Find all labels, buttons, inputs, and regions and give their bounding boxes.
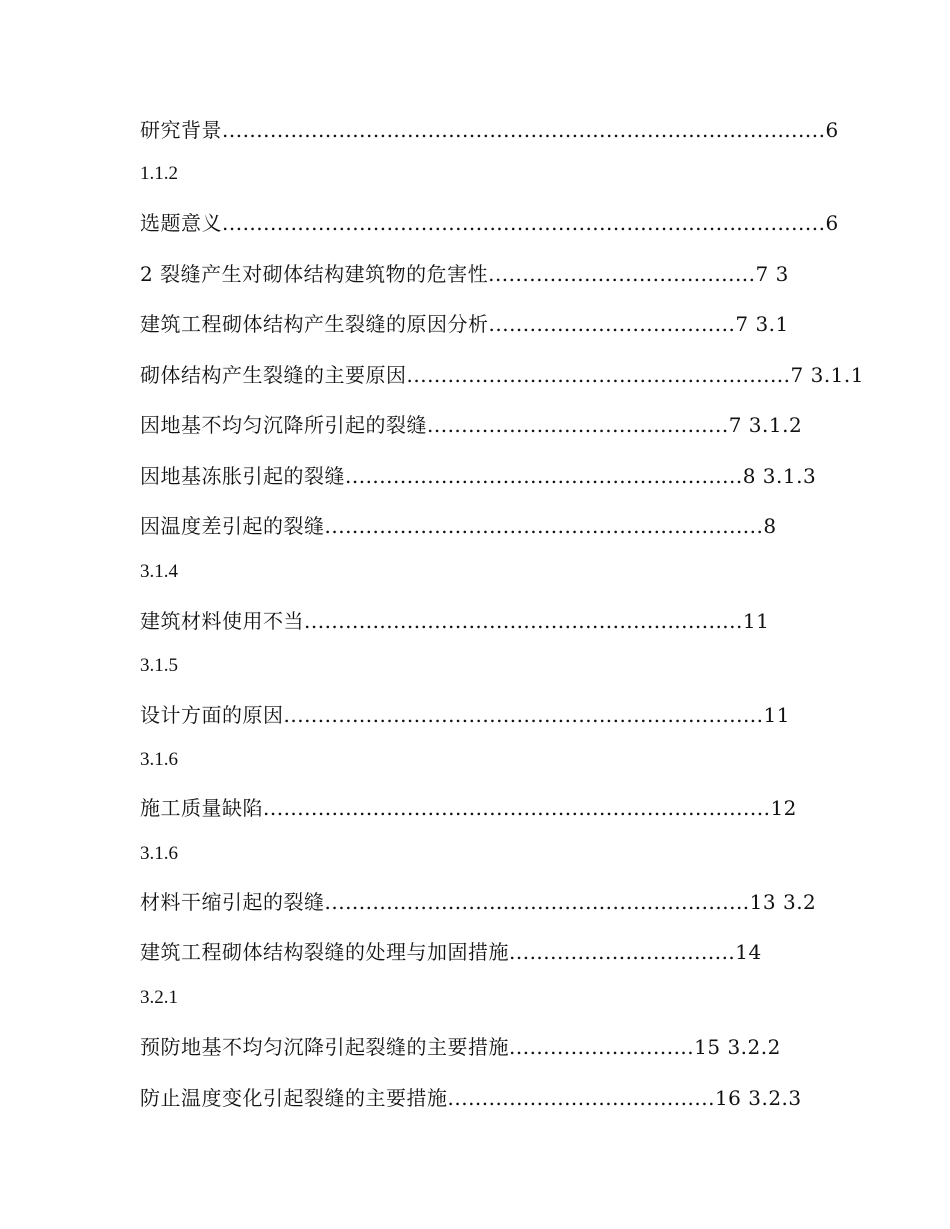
toc-entry-design-causes: 设计方面的原因......................................................................11 xyxy=(140,703,790,727)
toc-entry-main-crack-causes: 砌体结构产生裂缝的主要原因........................................................7 3.1.1 xyxy=(140,363,864,387)
toc-entry-uneven-settlement: 因地基不均匀沉降所引起的裂缝............................................7 3.1.2 xyxy=(140,413,803,437)
toc-section-number: 3.1.6 xyxy=(140,749,178,770)
toc-entry-treatment-reinforcement: 建筑工程砌体结构裂缝的处理与加固措施.................................14 xyxy=(140,940,762,964)
toc-entry-research-background: 研究背景........................................................................................6 xyxy=(140,118,839,142)
toc-entry-prevent-settlement-cracks: 预防地基不均匀沉降引起裂缝的主要措施...........................15 3.2.2 xyxy=(140,1035,781,1059)
toc-entry-crack-hazards: 2 裂缝产生对砌体结构建筑物的危害性.......................................7 3 xyxy=(140,262,789,286)
toc-section-number: 3.1.4 xyxy=(140,561,178,582)
toc-entry-crack-cause-analysis: 建筑工程砌体结构产生裂缝的原因分析....................................7 3.1 xyxy=(140,312,789,336)
toc-entry-frost-heave: 因地基冻胀引起的裂缝..........................................................8 3.1.3 xyxy=(140,464,817,488)
toc-entry-shrinkage-cracks: 材料干缩引起的裂缝..............................................................13 3.2 xyxy=(140,890,817,914)
toc-entry-improper-materials: 建筑材料使用不当................................................................11 xyxy=(140,609,770,633)
toc-entry-construction-defects: 施工质量缺陷..........................................................................12 xyxy=(140,796,797,820)
toc-entry-topic-significance: 选题意义........................................................................................6 xyxy=(140,211,839,235)
toc-section-number: 3.1.6 xyxy=(140,843,178,864)
toc-entry-temperature-difference: 因温度差引起的裂缝................................................................8 xyxy=(140,514,777,538)
toc-section-number: 1.1.2 xyxy=(140,163,178,184)
toc-section-number: 3.2.1 xyxy=(140,987,178,1008)
toc-entry-prevent-temperature-cracks: 防止温度变化引起裂缝的主要措施.......................................16 3.2.3 xyxy=(140,1086,802,1110)
toc-section-number: 3.1.5 xyxy=(140,655,178,676)
